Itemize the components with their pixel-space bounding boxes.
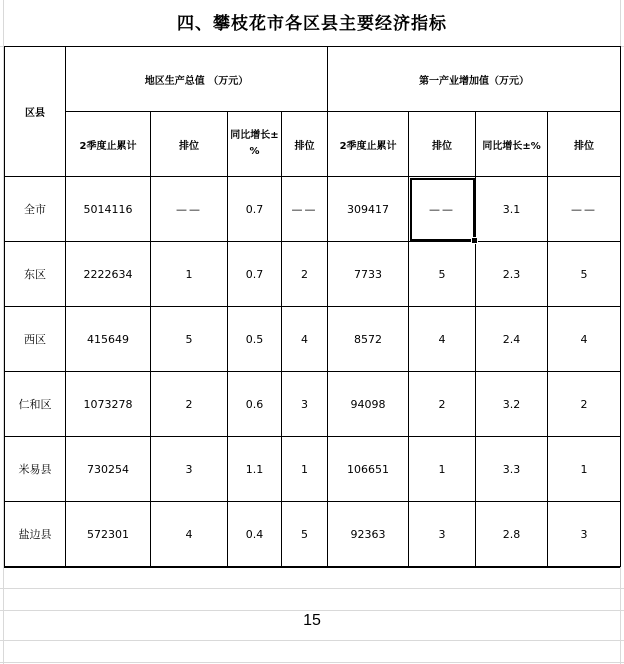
- primary-cumulative-cell[interactable]: 94098: [328, 372, 409, 437]
- gdp-growth-cell[interactable]: 0.6: [228, 372, 282, 437]
- primary-cumulative-cell[interactable]: 8572: [328, 307, 409, 372]
- region-cell[interactable]: 全市: [5, 177, 66, 242]
- gdp-growth-rank-cell[interactable]: 5: [282, 502, 328, 567]
- gdp-cumulative-cell[interactable]: 572301: [66, 502, 151, 567]
- gdp-rank-cell[interactable]: 4: [151, 502, 228, 567]
- column-header[interactable]: 2季度止累计: [328, 112, 409, 177]
- primary-growth-cell[interactable]: 3.2: [476, 372, 548, 437]
- column-header[interactable]: 排位: [282, 112, 328, 177]
- column-header[interactable]: 2季度止累计: [66, 112, 151, 177]
- gdp-growth-rank-cell[interactable]: 1: [282, 437, 328, 502]
- column-header[interactable]: 排位: [409, 112, 476, 177]
- gdp-growth-cell[interactable]: 1.1: [228, 437, 282, 502]
- page-number: 15: [303, 612, 321, 629]
- gdp-cumulative-cell[interactable]: 730254: [66, 437, 151, 502]
- gdp-cumulative-cell[interactable]: 2222634: [66, 242, 151, 307]
- primary-growth-cell[interactable]: 2.4: [476, 307, 548, 372]
- gdp-rank-cell[interactable]: ——: [151, 177, 228, 242]
- gdp-growth-cell[interactable]: 0.4: [228, 502, 282, 567]
- gdp-growth-rank-cell[interactable]: ——: [282, 177, 328, 242]
- gdp-growth-rank-cell[interactable]: 3: [282, 372, 328, 437]
- table-row: [5, 437, 621, 502]
- primary-growth-cell[interactable]: 2.8: [476, 502, 548, 567]
- economic-indicators-table: [4, 46, 621, 567]
- column-header[interactable]: 同比增长±%: [228, 112, 282, 177]
- primary-rank-cell[interactable]: 2: [409, 372, 476, 437]
- column-header[interactable]: 同比增长±%: [476, 112, 548, 177]
- region-cell[interactable]: 仁和区: [5, 372, 66, 437]
- primary-growth-cell[interactable]: 3.1: [476, 177, 548, 242]
- primary-cumulative-cell[interactable]: 92363: [328, 502, 409, 567]
- gdp-growth-cell[interactable]: 0.7: [228, 177, 282, 242]
- region-header[interactable]: 区县: [5, 47, 66, 177]
- column-header[interactable]: 排位: [151, 112, 228, 177]
- table-row: [5, 502, 621, 567]
- primary-industry-group-header[interactable]: 第一产业增加值（万元）: [328, 47, 621, 112]
- column-header[interactable]: 排位: [548, 112, 621, 177]
- gdp-rank-cell[interactable]: 2: [151, 372, 228, 437]
- primary-rank-cell[interactable]: 4: [409, 307, 476, 372]
- table-row: [5, 372, 621, 437]
- primary-growth-cell[interactable]: 3.3: [476, 437, 548, 502]
- gdp-growth-cell[interactable]: 0.5: [228, 307, 282, 372]
- gdp-rank-cell[interactable]: 1: [151, 242, 228, 307]
- region-cell[interactable]: 东区: [5, 242, 66, 307]
- primary-rank-cell-selected[interactable]: [409, 177, 476, 242]
- region-cell[interactable]: 盐边县: [5, 502, 66, 567]
- primary-rank-cell[interactable]: 3: [409, 502, 476, 567]
- primary-cumulative-cell[interactable]: 106651: [328, 437, 409, 502]
- primary-rank-cell[interactable]: 5: [409, 242, 476, 307]
- primary-rank-cell[interactable]: 1: [409, 437, 476, 502]
- gdp-rank-cell[interactable]: 3: [151, 437, 228, 502]
- primary-rank-value: ——: [429, 202, 456, 216]
- gdp-cumulative-cell[interactable]: 5014116: [66, 177, 151, 242]
- gdp-group-header[interactable]: 地区生产总值 （万元）: [66, 47, 328, 112]
- gdp-rank-cell[interactable]: 5: [151, 307, 228, 372]
- region-cell[interactable]: 米易县: [5, 437, 66, 502]
- region-cell[interactable]: 西区: [5, 307, 66, 372]
- primary-growth-rank-cell[interactable]: 4: [548, 307, 621, 372]
- primary-growth-rank-cell[interactable]: 1: [548, 437, 621, 502]
- fill-handle[interactable]: [471, 237, 478, 244]
- primary-cumulative-cell[interactable]: 309417: [328, 177, 409, 242]
- gdp-growth-cell[interactable]: 0.7: [228, 242, 282, 307]
- table-row: [5, 307, 621, 372]
- gdp-growth-rank-cell[interactable]: 4: [282, 307, 328, 372]
- gdp-growth-rank-cell[interactable]: 2: [282, 242, 328, 307]
- page-title: 四、攀枝花市各区县主要经济指标: [4, 0, 620, 46]
- primary-growth-rank-cell[interactable]: 2: [548, 372, 621, 437]
- table-row: [5, 242, 621, 307]
- primary-growth-cell[interactable]: 2.3: [476, 242, 548, 307]
- table-bottom-border: [4, 566, 620, 568]
- gdp-cumulative-cell[interactable]: 415649: [66, 307, 151, 372]
- primary-cumulative-cell[interactable]: 7733: [328, 242, 409, 307]
- primary-growth-rank-cell[interactable]: ——: [548, 177, 621, 242]
- table-row: [5, 177, 621, 242]
- gdp-cumulative-cell[interactable]: 1073278: [66, 372, 151, 437]
- primary-growth-rank-cell[interactable]: 3: [548, 502, 621, 567]
- primary-growth-rank-cell[interactable]: 5: [548, 242, 621, 307]
